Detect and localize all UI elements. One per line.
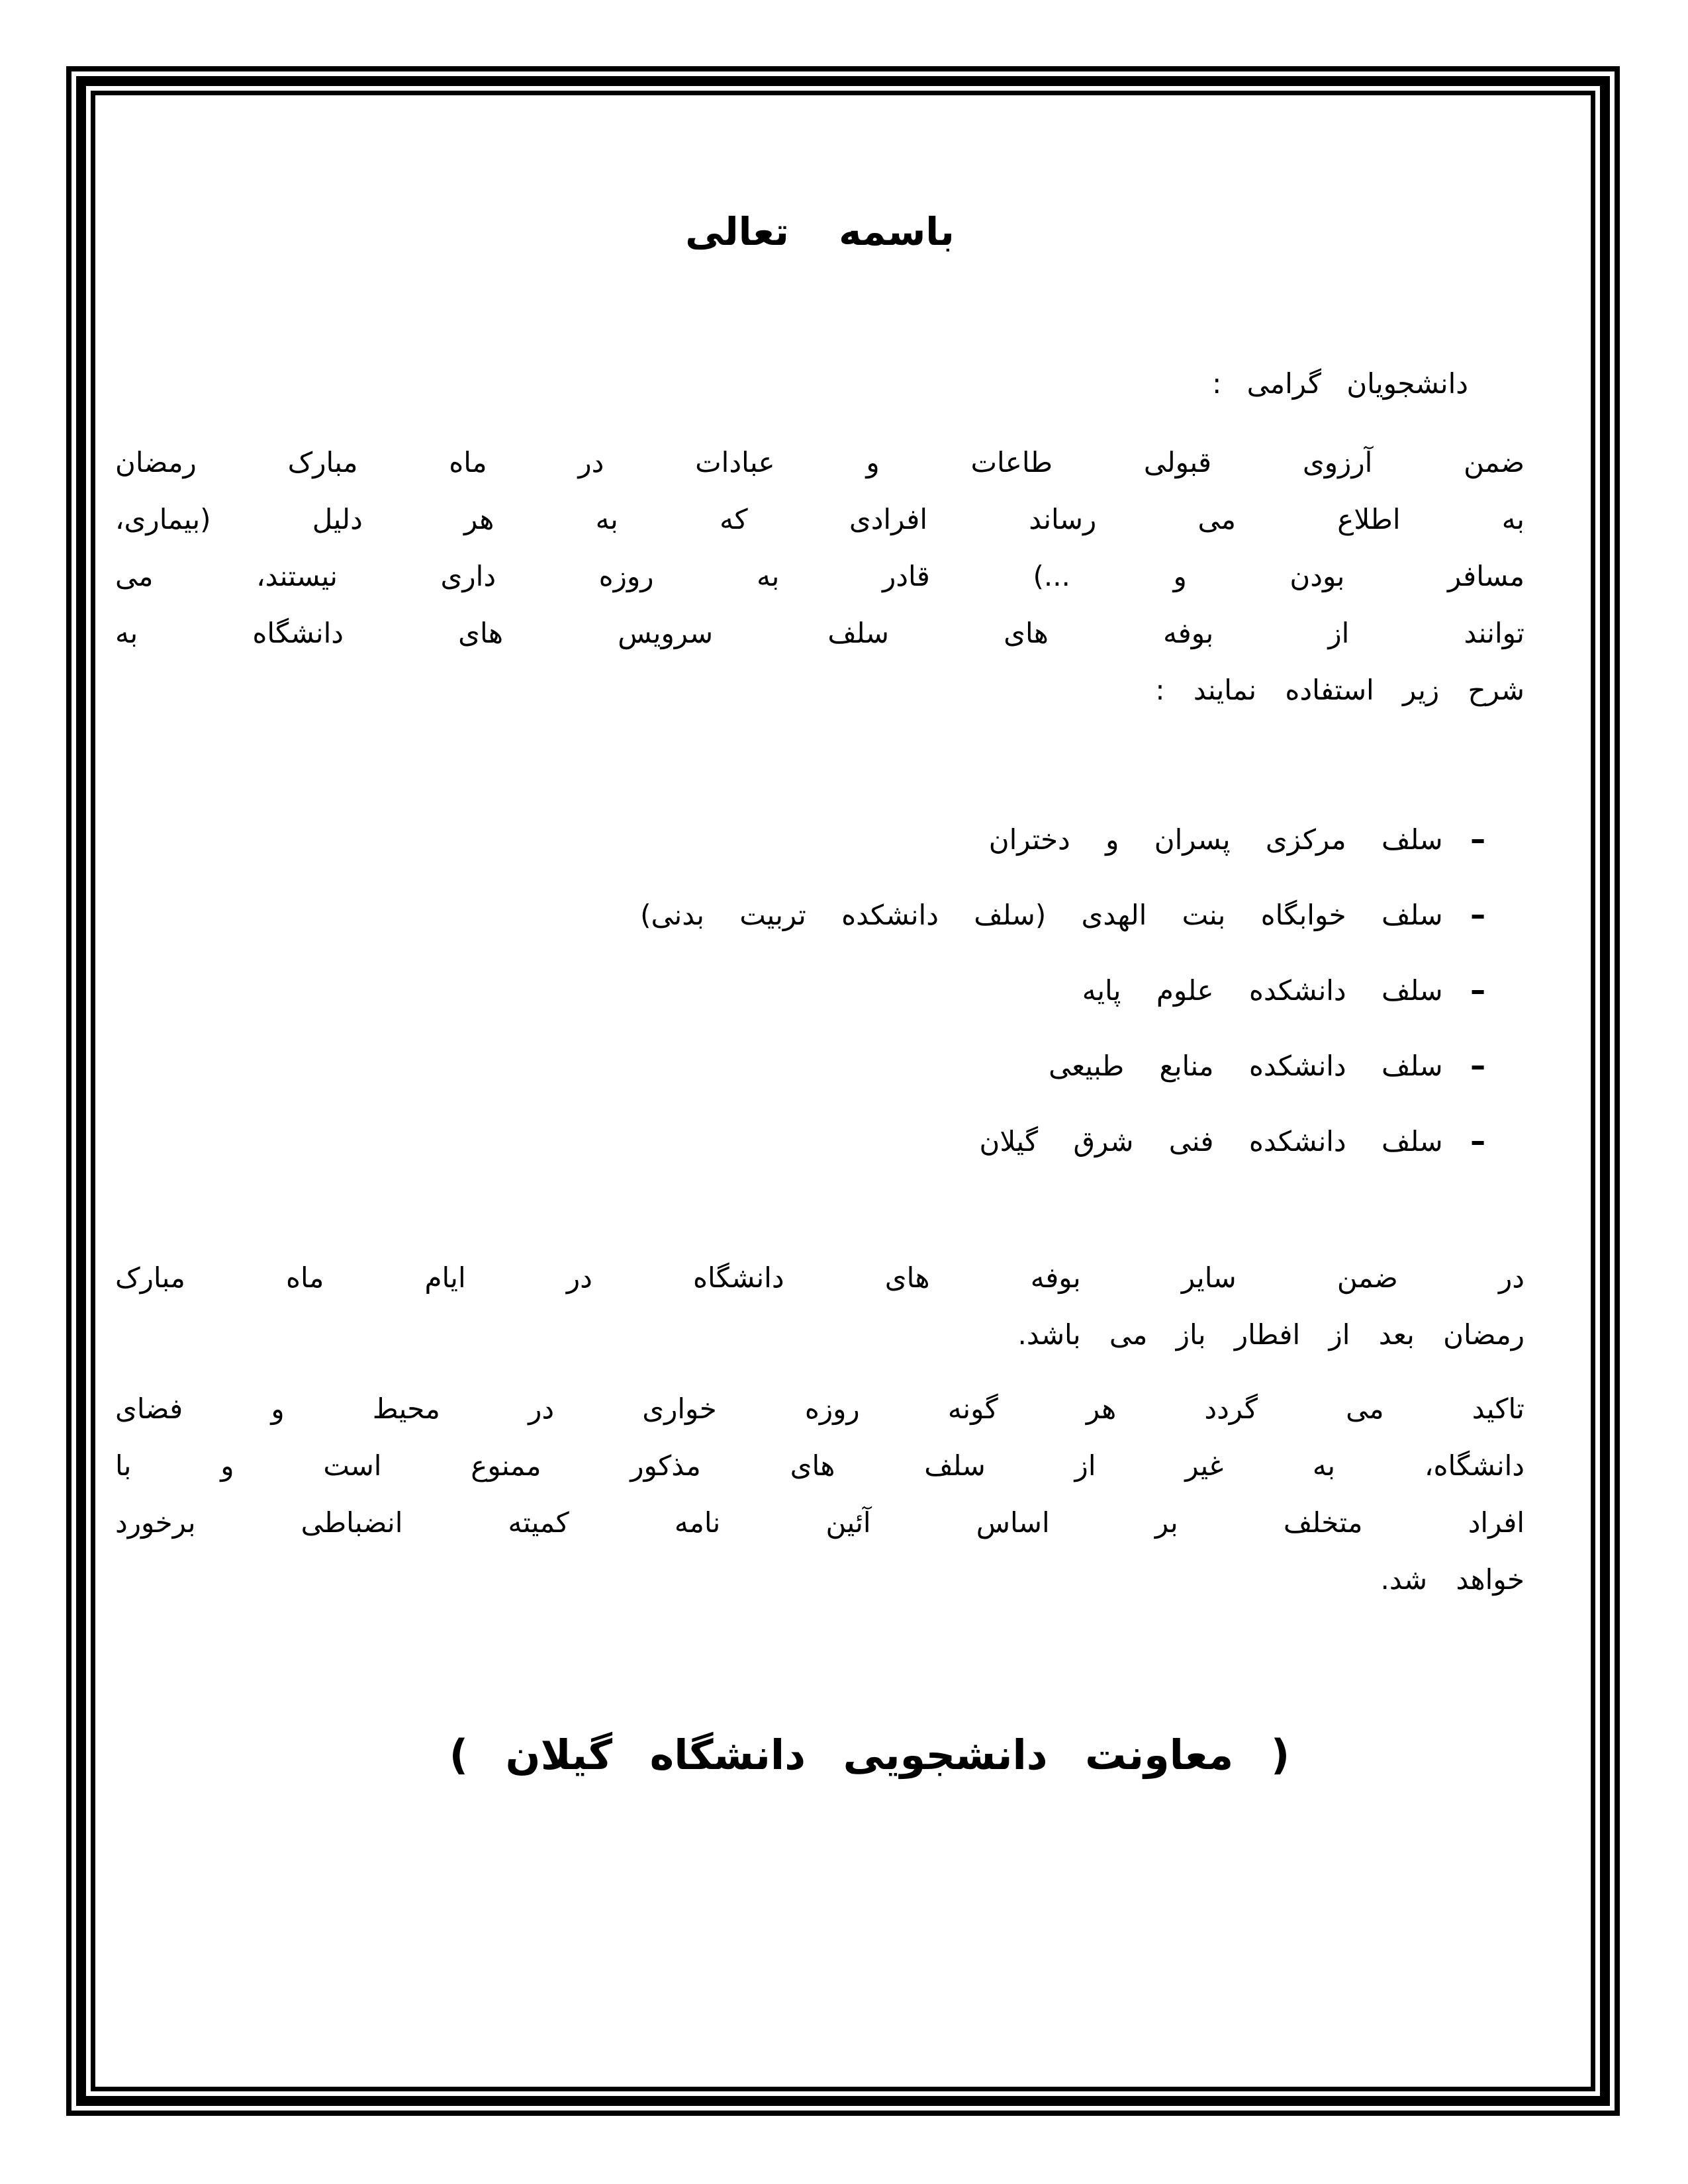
warning-paragraph bbox=[115, 1381, 1524, 1608]
paragraph-line: به اطلاع می رساند افرادی که به هر دلیل (بیماری، bbox=[115, 503, 1524, 535]
page-border bbox=[66, 66, 1620, 2116]
intro-paragraph bbox=[115, 434, 1524, 719]
bullet-dash: - bbox=[1469, 1125, 1491, 1158]
list-item bbox=[115, 1113, 1491, 1170]
paragraph-line: توانند از بوفه های سلف سرویس های دانشگاه به bbox=[115, 617, 1524, 649]
list-item-label: سلف خوابگاه بنت الهدی (سلف دانشکده تربیت بدنی) bbox=[640, 899, 1443, 931]
paragraph-line: شرح زیر استفاده نمایند : bbox=[1155, 674, 1524, 706]
bullet-dash: - bbox=[1469, 974, 1491, 1007]
paragraph-line: افراد متخلف بر اساس آئین نامه کمیته انضباطی برخورد bbox=[115, 1506, 1524, 1539]
paragraph-line: تاکید می گردد هر گونه روزه خواری در محیط و فضای bbox=[115, 1392, 1524, 1425]
paragraph-line: در ضمن سایر بوفه های دانشگاه در ایام ماه مبارک bbox=[115, 1261, 1524, 1294]
list-item bbox=[115, 811, 1491, 868]
page-border-inner-line bbox=[91, 91, 1595, 2091]
signature-line: ( معاونت دانشجویی دانشگاه گیلان ) bbox=[449, 1731, 1290, 1779]
paragraph-line: ضمن آرزوی قبولی طاعات و عبادات در ماه مبارک رمضان bbox=[115, 446, 1524, 478]
list-item-label: سلف مرکزی پسران و دختران bbox=[988, 823, 1443, 856]
list-item bbox=[115, 887, 1491, 944]
list-item bbox=[115, 962, 1491, 1019]
greeting-line: دانشجویان گرامی : bbox=[1212, 367, 1468, 400]
cafeteria-list bbox=[115, 811, 1524, 1170]
bullet-dash: - bbox=[1469, 1050, 1491, 1082]
paragraph-line: رمضان بعد از افطار باز می باشد. bbox=[1017, 1318, 1524, 1351]
paragraph-line: خواهد شد. bbox=[1380, 1563, 1524, 1596]
bullet-dash: - bbox=[1469, 899, 1491, 931]
paragraph-line: مسافر بودن و ...) قادر به روزه داری نیستند، می bbox=[115, 560, 1524, 592]
bullet-dash: - bbox=[1469, 823, 1491, 856]
list-item-label: سلف دانشکده علوم پایه bbox=[1082, 974, 1443, 1007]
list-item-label: سلف دانشکده منابع طبیعی bbox=[1049, 1050, 1443, 1082]
page-border-middle-line bbox=[76, 76, 1610, 2106]
document-content bbox=[95, 95, 1591, 2087]
paragraph-line: دانشگاه، به غیر از سلف های مذکور ممنوع است و با bbox=[115, 1449, 1524, 1482]
list-item-label: سلف دانشکده فنی شرق گیلان bbox=[979, 1125, 1443, 1158]
basmala-title: باسمه تعالی bbox=[685, 209, 955, 254]
note-paragraph bbox=[115, 1250, 1524, 1363]
list-item bbox=[115, 1038, 1491, 1095]
